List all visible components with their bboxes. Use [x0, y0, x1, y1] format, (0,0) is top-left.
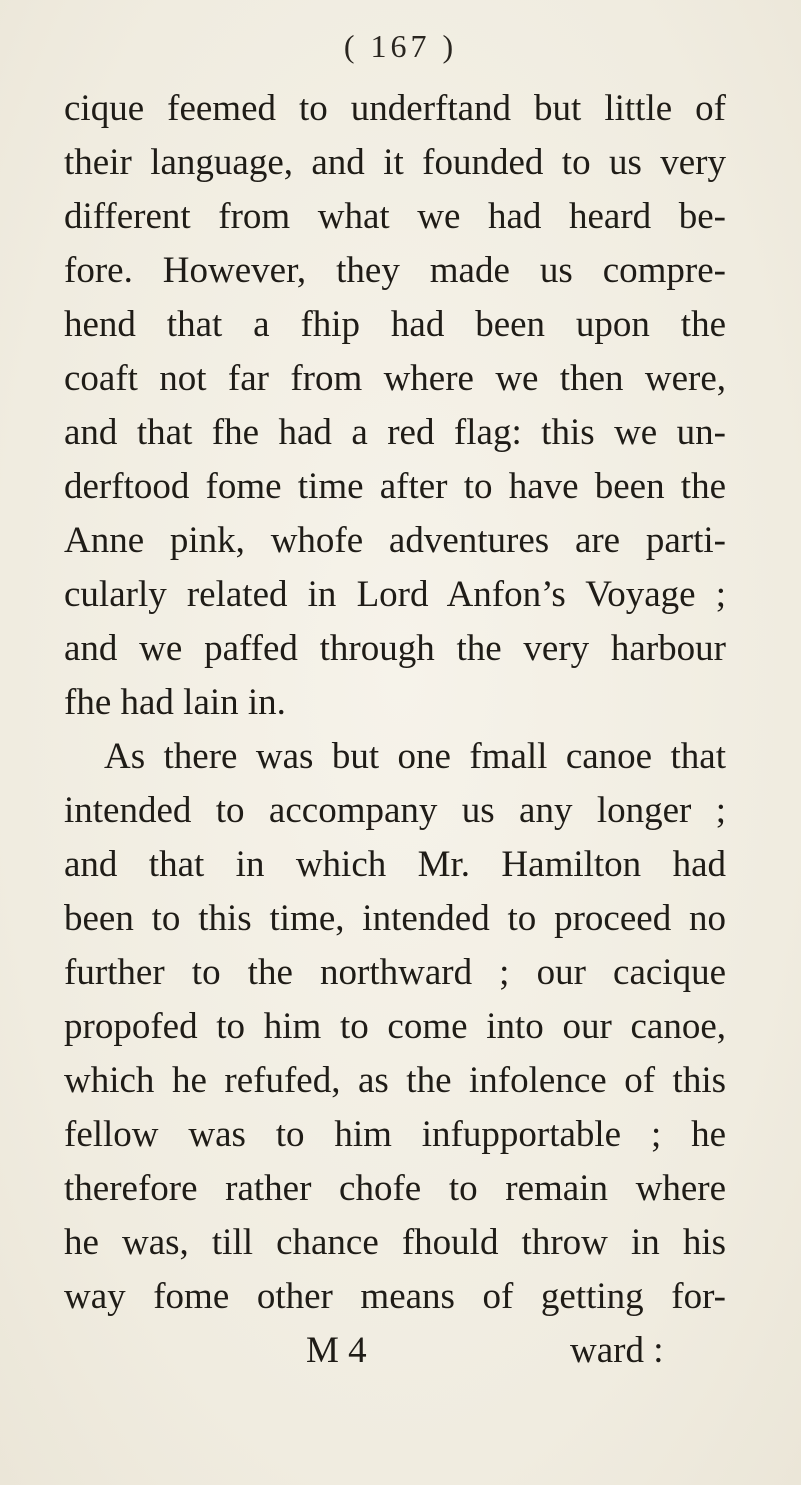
text-line: derftood fome time after to have been the — [64, 466, 726, 507]
text-line: and that in which Mr. Hamilton had — [64, 844, 726, 885]
text-line: hend that a fhip had been upon the — [64, 304, 726, 345]
text-line: fellow was to him infupportable ; he — [64, 1114, 726, 1155]
text-line: different from what we had heard be- — [64, 196, 726, 237]
signature-mark: M 4 — [306, 1330, 367, 1371]
text-line: propofed to him to come into our canoe, — [64, 1006, 726, 1047]
text-line: coaft not far from where we then were, — [64, 358, 726, 399]
text-line: which he refufed, as the infolence of this — [64, 1060, 726, 1101]
text-line: he was, till chance fhould throw in his — [64, 1222, 726, 1263]
text-line: cularly related in Lord Anfon’s Voyage ; — [64, 574, 726, 615]
text-line: As there was but one fmall canoe that — [104, 736, 726, 777]
text-line: therefore rather chofe to remain where — [64, 1168, 726, 1209]
text-line: Anne pink, whofe adventures are parti- — [64, 520, 726, 561]
text-line: and we paffed through the very harbour — [64, 628, 726, 669]
text-line: their language, and it founded to us very — [64, 142, 726, 183]
text-line: fhe had lain in. — [64, 682, 286, 723]
text-line: further to the northward ; our cacique — [64, 952, 726, 993]
text-line: been to this time, intended to proceed no — [64, 898, 726, 939]
text-line: fore. However, they made us compre- — [64, 250, 726, 291]
page-number: ( 167 ) — [343, 28, 458, 64]
catchword: ward : — [570, 1330, 664, 1371]
text-line: intended to accompany us any longer ; — [64, 790, 726, 831]
text-line: cique feemed to underftand but little of — [64, 88, 726, 129]
text-line: way fome other means of getting for- — [64, 1276, 726, 1317]
text-line: and that fhe had a red flag: this we un- — [64, 412, 726, 453]
